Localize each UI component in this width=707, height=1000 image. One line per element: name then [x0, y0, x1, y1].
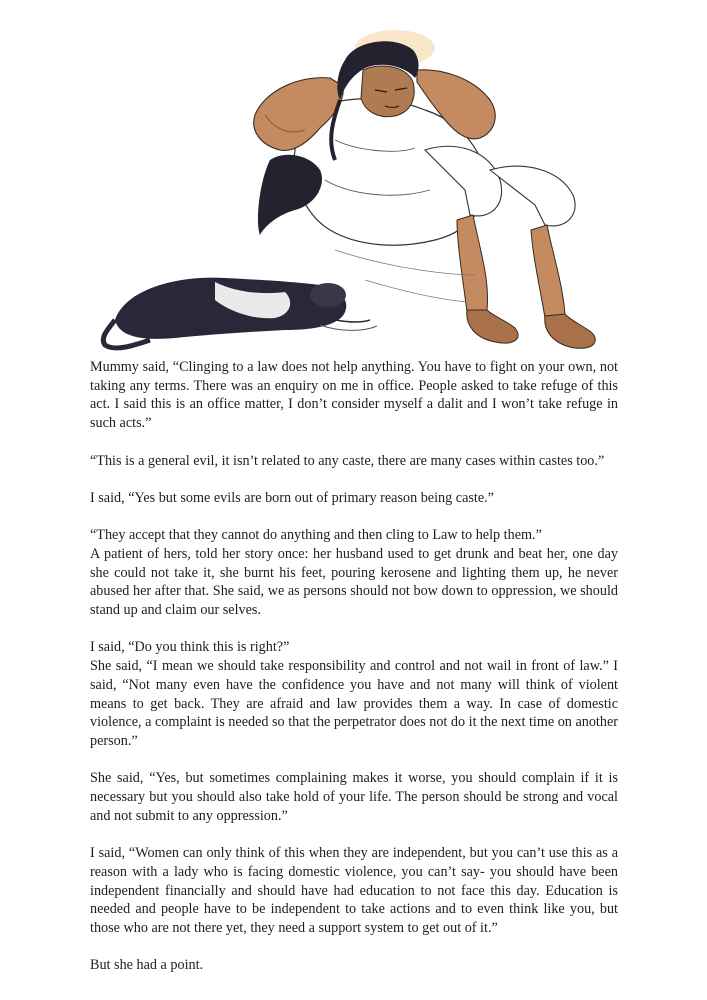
story-text [90, 358, 618, 975]
paragraph-patient-story: A patient of hers, told her story once: her husband used to get drunk and beat her, one day she could not take it, she burnt his feet, pouring kerosene and lighting them up, he never abused her after that. She said, we as persons should not bow down to oppression, we should stand up and claim our selves. [90, 545, 618, 619]
paragraph-is-this-right: I said, “Do you think this is right?” [90, 639, 290, 656]
paragraph-women-independent: I said, “Women can only think of this when they are independent, but you can’t use this as a reason with a lady who is facing domestic violence, you can’t say- you should have been independent financially and should have had education to not face this day. Education is needed and people have to be independent to take actions and to even think like you, but those who are not there yet, they need a support system to get out of it.” [90, 845, 618, 936]
paragraph-general-evil: “This is a general evil, it isn’t related to any caste, there are many cases within castes too.” [90, 452, 605, 469]
paragraph-mummy-said: Mummy said, “Clinging to a law does not help anything. You have to fight on your own, not taking any terms. There was an enquiry on me in office. People asked to take refuge of this act. I said this is an office matter, I don’t consider myself a dalit and I won’t take refuge in such acts.” [90, 359, 618, 432]
paragraph-cling-to-law: “They accept that they cannot do anything and then cling to Law to help them.” [90, 527, 542, 544]
watercolor-illustration-resting-person-and-cat [95, 20, 625, 365]
paragraph-complaining-worse: She said, “Yes, but sometimes complaining makes it worse, you should complain if it is necessary but you should also take hold of your life. The person should be strong and vocal and not submit to any oppression.” [90, 770, 618, 824]
paragraph-she-had-a-point: But she had a point. [90, 957, 204, 974]
paragraph-take-responsibility: She said, “I mean we should take responsibility and control and not wail in front of law.” I said, “Not many even have the confidence you have and not many will think of violent means to get back. They are afraid and law provides them a way. In case of domestic violence, a complaint is needed so that the perpetrator does not do it the next time on another person.” [90, 658, 618, 749]
sleeping-cat [103, 278, 377, 348]
paragraph-i-said-caste: I said, “Yes but some evils are born out of primary reason being caste.” [90, 489, 494, 506]
